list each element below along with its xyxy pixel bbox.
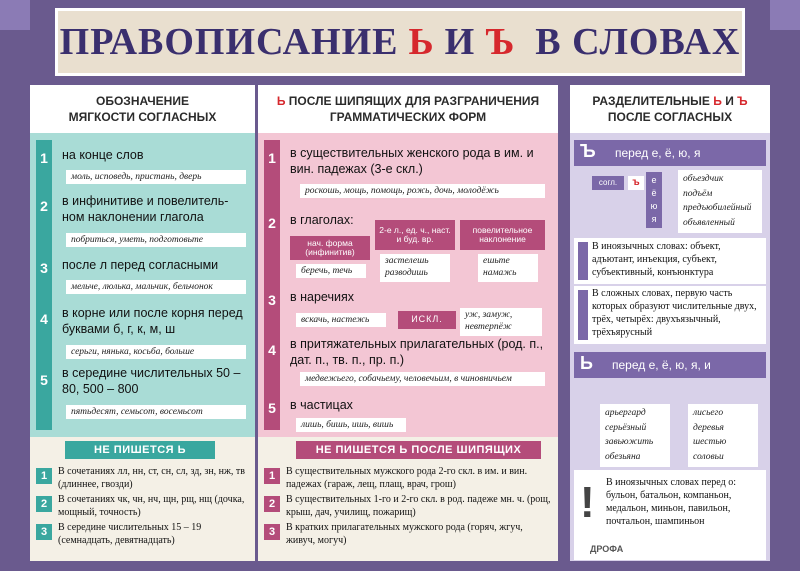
rule-number: 4 <box>264 340 280 360</box>
hard-note-2: В сложных словах, первую часть которых образуют числительные двух, трёх, четырёх: двухъязычный, трёхъярусный <box>592 288 757 338</box>
scheme-hard: ъ <box>628 176 644 190</box>
soft-examples-1: арьергард серьёзный завьюжить обезьяна <box>600 404 670 467</box>
verb-form-tag: нач. форма (инфинитив) <box>290 236 370 260</box>
hard-examples: объездчик подъём предъюбилейный объявленный <box>678 170 762 233</box>
verb-form-tag: 2-е л., ед. ч., наст. и буд. вр. <box>375 220 455 250</box>
rule-text: на конце слов <box>62 148 144 162</box>
bullet <box>578 242 588 280</box>
rule-text: в притяжательных прилагательных (род. п., дат. п., тв. п., пр. п.) <box>290 337 544 367</box>
hard-scheme <box>592 170 672 232</box>
rule-text: В существительных мужского рода 2-го скл. в им. и вин. падежах (гараж, лещ, плащ, врач, грош) <box>286 466 528 490</box>
rule-text: В середине числительных 15 – 19 (семнадцать, девятнадцать) <box>58 522 202 546</box>
right-header: РАЗДЕЛИТЕЛЬНЫЕ Ь И Ъ ПОСЛЕ СОГЛАСНЫХ <box>570 85 770 133</box>
soft-sign-rule: перед е, ё, ю, я, и <box>612 358 711 372</box>
not-written-label: НЕ ПИШЕТСЯ Ь <box>65 441 215 459</box>
example-words: вскачь, настежь <box>296 313 386 327</box>
exception-tag: ИСКЛ. <box>398 311 456 329</box>
rule-number: 3 <box>264 524 280 540</box>
bullet <box>578 290 588 340</box>
rule-number: 2 <box>264 496 280 512</box>
example-words: лишь, бишь, ишь, вишь <box>296 418 406 432</box>
example-words: пятьдесят, семьсот, восемьсот <box>66 405 246 419</box>
rule-text: в середине числительных 50 – 80, 500 – 800 <box>62 366 241 396</box>
rule-text: В сочетаниях чк, чн, нч, щн, рщ, нщ (дочка, мощный, точность) <box>58 494 245 518</box>
mid-header: Ь ПОСЛЕ ШИПЯЩИХ ДЛЯ РАЗГРАНИЧЕНИЯ ГРАММАТИЧЕСКИХ ФОРМ <box>258 85 558 133</box>
rule-number: 5 <box>264 398 280 418</box>
exception-words: уж, замуж, невтерпёж <box>460 308 542 336</box>
rule-text: в корне или после корня перед буквами б, г, к, м, ш <box>62 306 243 336</box>
exclamation-icon: ! <box>580 478 595 527</box>
rule-number: 1 <box>36 148 52 168</box>
example-words: застелешь разводишь <box>380 254 450 282</box>
soft-sign-letter: Ь <box>580 353 593 373</box>
rule-number: 3 <box>36 524 52 540</box>
left-header: ОБОЗНАЧЕНИЕ МЯГКОСТИ СОГЛАСНЫХ <box>30 85 255 133</box>
example-words: мельче, люлька, мальчик, бельчонок <box>66 280 246 294</box>
rule-text: в наречиях <box>290 290 354 304</box>
rule-number: 2 <box>36 496 52 512</box>
rule-number: 4 <box>36 309 52 329</box>
rule-text: после л перед согласными <box>62 258 219 272</box>
scheme-vowels: е ё ю я <box>646 172 662 228</box>
rule-text: в частицах <box>290 398 353 412</box>
rule-text: В кратких прилагательных мужского рода (горяч, жгуч, живуч, могуч) <box>286 522 523 546</box>
rule-text: в существительных женского рода в им. и вин. падежах (3-е скл.) <box>290 146 534 176</box>
not-written-label: НЕ ПИШЕТСЯ Ь ПОСЛЕ ШИПЯЩИХ <box>296 441 541 459</box>
example-words: моль, исповедь, пристань, дверь <box>66 170 246 184</box>
decor-square <box>0 0 30 30</box>
rule-number: 2 <box>264 213 280 233</box>
example-words: ешьте намажь <box>478 254 538 282</box>
rule-number: 2 <box>36 196 52 216</box>
hard-sign-rule: перед е, ё, ю, я <box>615 146 701 160</box>
hard-note-1: В иноязычных словах: объект, адъютант, инъекция, субъект, субъективный, конъюнктура <box>592 241 721 278</box>
mid-num-strip <box>264 140 280 430</box>
example-words: побриться, уметь, подготовьте <box>66 233 246 247</box>
rule-text: В существительных 1-го и 2-го скл. в род. падеже мн. ч. (рощ, крыш, дач, училищ, пожарищ) <box>286 494 551 518</box>
rule-number: 1 <box>264 148 280 168</box>
rule-number: 3 <box>36 258 52 278</box>
rule-text: В сочетаниях лл, нн, ст, сн, сл, зд, зн, нж, тв (длиннее, гвозди) <box>58 466 246 490</box>
verb-form-tag: повелительное наклонение <box>460 220 545 250</box>
rule-number: 3 <box>264 290 280 310</box>
rule-text: в инфинитиве и повелитель-ном наклонении глагола <box>62 194 229 224</box>
rule-text: в глаголах: <box>290 213 354 227</box>
publisher-logo: ДРОФА <box>590 544 624 554</box>
page-title: ПРАВОПИСАНИЕ Ь И Ъ В СЛОВАХ <box>55 8 745 76</box>
rule-number: 1 <box>264 468 280 484</box>
scheme-consonant: согл. <box>592 176 624 190</box>
rule-number: 1 <box>36 468 52 484</box>
example-words: беречь, течь <box>296 264 366 278</box>
soft-note: В иноязычных словах перед о: бульон, батальон, компаньон, медальон, миньон, павильон, почтальон, шампиньон <box>606 477 736 527</box>
hard-sign-letter: Ъ <box>580 141 596 161</box>
decor-square <box>770 0 800 30</box>
example-words: серьги, нянька, косьба, больше <box>66 345 246 359</box>
soft-examples-2: лисьего деревья шестью соловьи <box>688 404 758 467</box>
rule-number: 5 <box>36 370 52 390</box>
example-words: медвежьего, собачьему, человечьим, в чиновничьем <box>300 372 545 386</box>
example-words: роскошь, мощь, помощь, рожь, дочь, молодёжь <box>300 184 545 198</box>
